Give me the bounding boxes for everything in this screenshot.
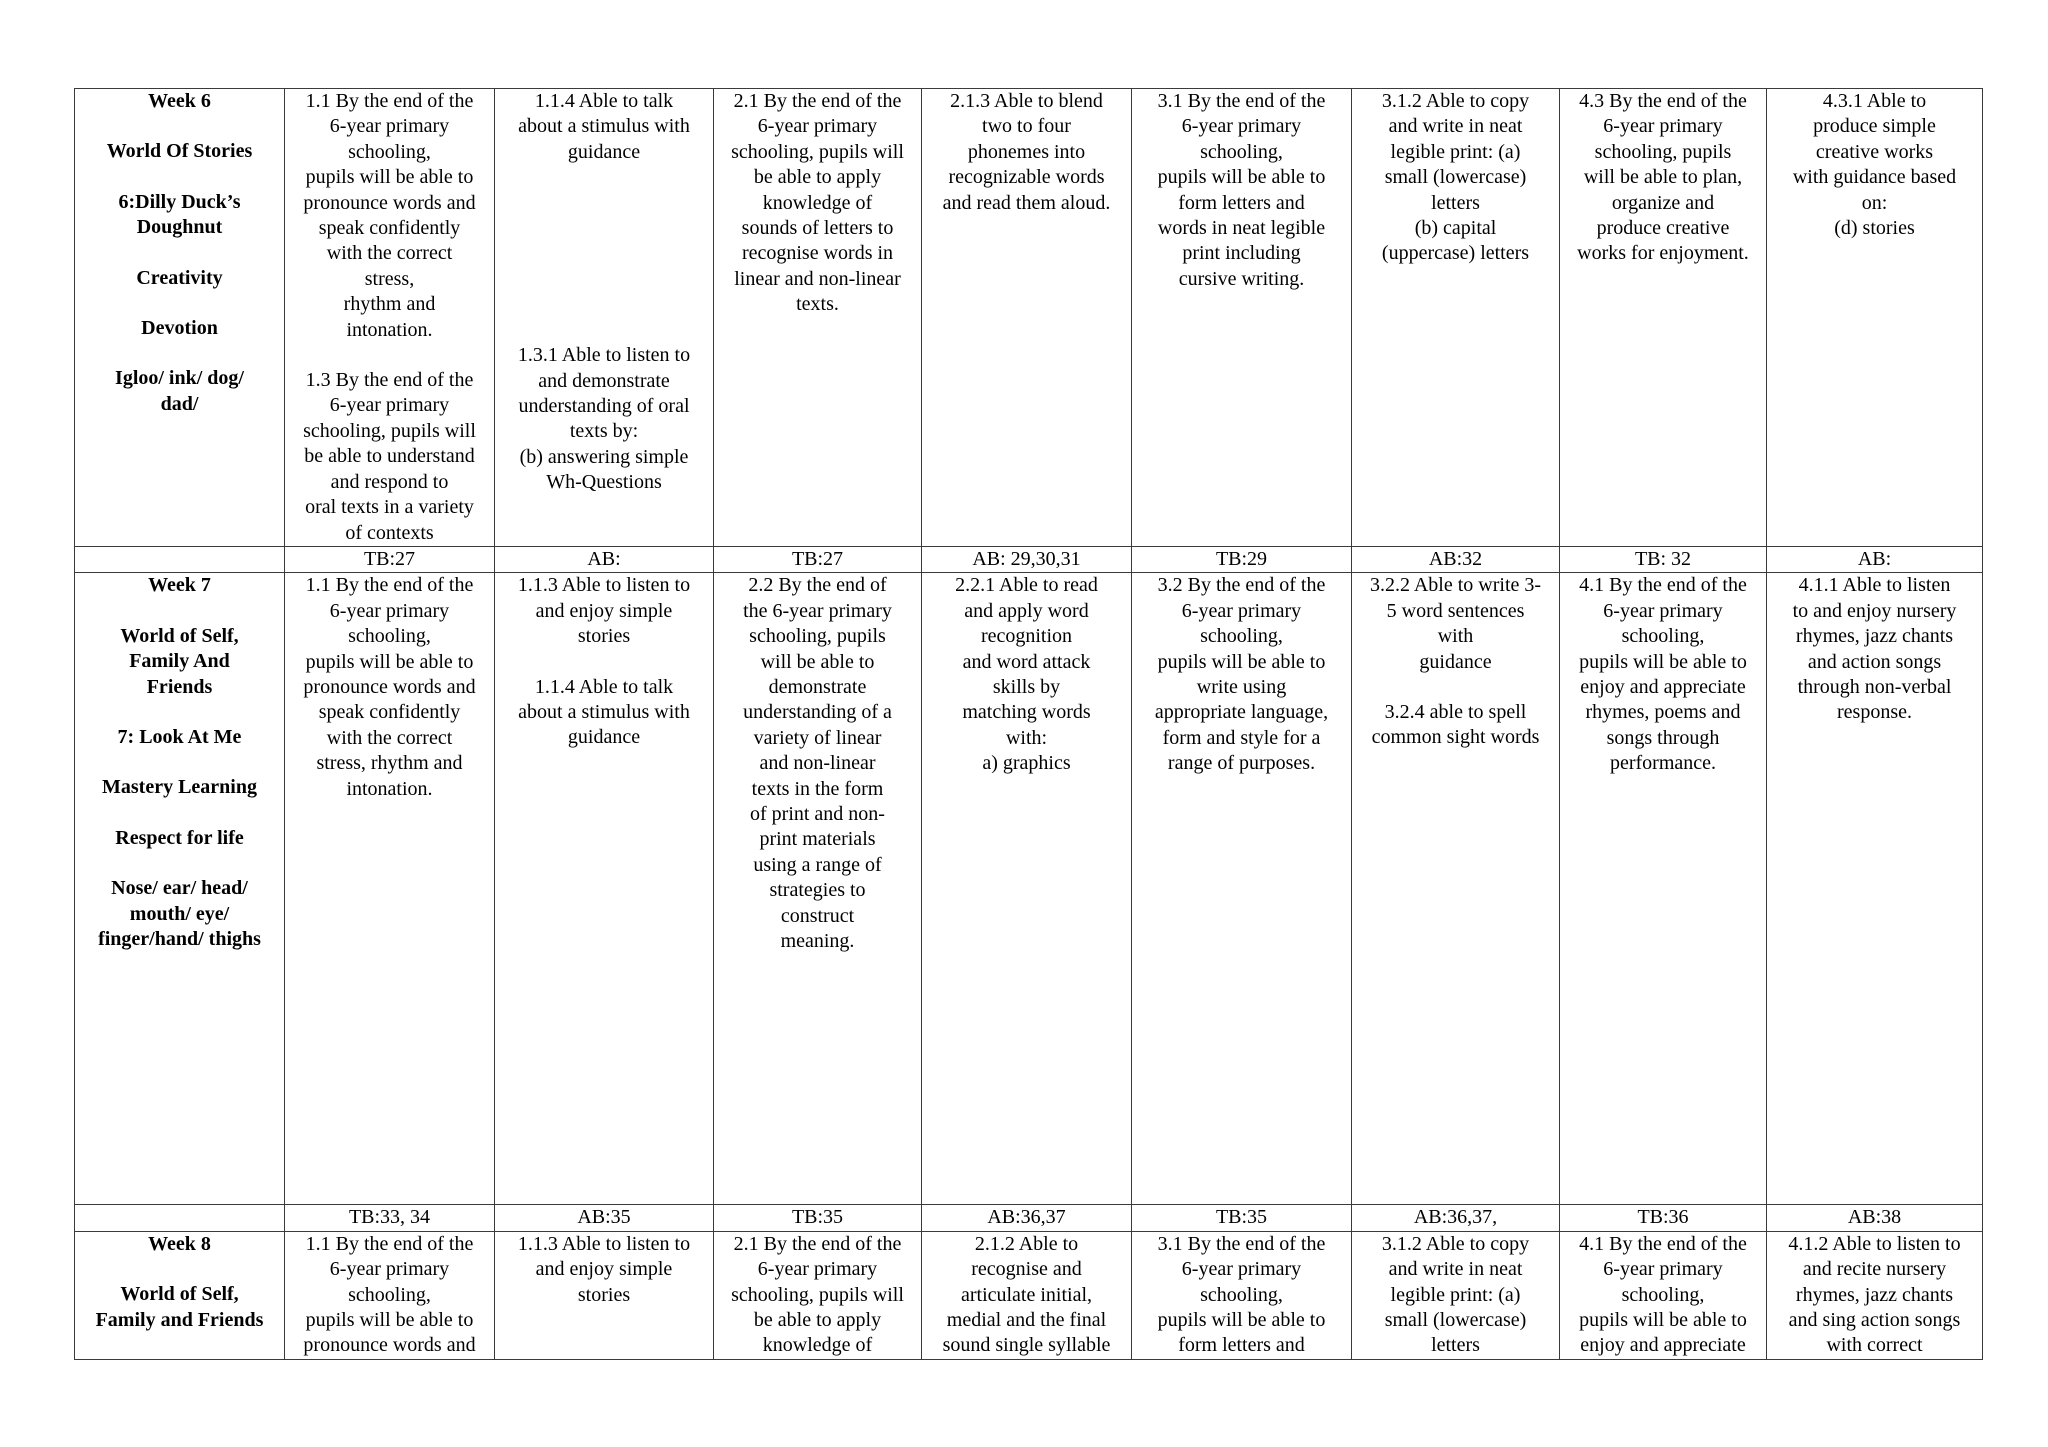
week-header-cell bbox=[75, 89, 285, 547]
week-header-cell bbox=[75, 573, 285, 1205]
standard-cell bbox=[1352, 1231, 1560, 1359]
standard-cell bbox=[495, 573, 714, 1205]
week-title: Week 8 bbox=[148, 1232, 211, 1255]
week-info-line: Creativity bbox=[136, 266, 223, 289]
week-info-line: Nose/ ear/ head/ mouth/ eye/ finger/hand/ thighs bbox=[98, 877, 261, 950]
week-info-line: World Of Stories bbox=[106, 140, 253, 163]
standard-text: 1.3 By the end of the 6-year primary schooling, pupils will be able to understand and respond to oral texts in a variety of contexts bbox=[303, 369, 476, 544]
standard-cell bbox=[1560, 89, 1767, 547]
standard-cell bbox=[1352, 573, 1560, 1205]
standard-cell bbox=[1132, 573, 1352, 1205]
standard-text: 1.1 By the end of the 6-year primary schooling, pupils will be able to pronounce words and speak confidently with the correct stress, rhythm and intonation. bbox=[303, 574, 476, 800]
reference-row bbox=[75, 1205, 1983, 1231]
standard-cell bbox=[1767, 573, 1983, 1205]
week-info-line: Mastery Learning bbox=[102, 776, 257, 799]
standard-text: 3.1 By the end of the 6-year primary schooling, pupils will be able to form letters and bbox=[1157, 1232, 1326, 1357]
week-info-line: 6:Dilly Duck’s Doughnut bbox=[118, 190, 241, 239]
standard-cell bbox=[1560, 573, 1767, 1205]
page-reference: AB:32 bbox=[1352, 546, 1560, 572]
reference-row bbox=[75, 546, 1983, 572]
standard-cell bbox=[922, 89, 1132, 547]
standard-text: 3.2.2 Able to write 3- 5 word sentences with guidance bbox=[1369, 574, 1542, 673]
week-header-cell bbox=[75, 1231, 285, 1359]
standard-cell bbox=[1560, 1231, 1767, 1359]
page-reference: AB: bbox=[1767, 546, 1983, 572]
standard-text: 2.1.3 Able to blend two to four phonemes into recognizable words and read them aloud. bbox=[942, 90, 1111, 214]
page-reference: TB: 32 bbox=[1560, 546, 1767, 572]
standard-text: 3.1 By the end of the 6-year primary schooling, pupils will be able to form letters and words in neat legible print including cursive writing. bbox=[1157, 90, 1326, 290]
standard-text: 3.1.2 Able to copy and write in neat legible print: (a) small (lowercase) letters (b) capital (uppercase) letters bbox=[1381, 90, 1530, 265]
standard-cell bbox=[922, 573, 1132, 1205]
page-reference: AB: bbox=[495, 546, 714, 572]
week-title: Week 7 bbox=[148, 574, 211, 597]
standard-cell bbox=[1767, 89, 1983, 547]
week-title: Week 6 bbox=[148, 90, 211, 112]
page-reference: TB:27 bbox=[285, 546, 495, 572]
standard-cell bbox=[714, 573, 922, 1205]
standard-cell bbox=[285, 573, 495, 1205]
standard-text: 1.1.3 Able to listen to and enjoy simple stories bbox=[517, 1232, 691, 1306]
page-reference: TB:33, 34 bbox=[285, 1205, 495, 1231]
week-info-line: World of Self, Family And Friends bbox=[120, 624, 239, 698]
standard-text: 1.1.4 Able to talk about a stimulus with guidance bbox=[518, 90, 690, 163]
standard-text: 4.1 By the end of the 6-year primary schooling, pupils will be able to enjoy and appreciate rhymes, poems and songs through performance. bbox=[1579, 574, 1747, 775]
week-row bbox=[75, 573, 1983, 1205]
standard-text: 3.2 By the end of the 6-year primary schooling, pupils will be able to write using appropriate language, form and style for a range of purposes. bbox=[1154, 574, 1329, 775]
week-info-line: Devotion bbox=[141, 317, 218, 340]
week-info-line: 7: Look At Me bbox=[117, 725, 242, 748]
standard-cell bbox=[1132, 1231, 1352, 1359]
standard-text: 2.1 By the end of the 6-year primary schooling, pupils will be able to apply knowledge of sounds of letters to recognise words in linear and non-linear texts. bbox=[731, 90, 904, 316]
week-row bbox=[75, 1231, 1983, 1359]
standard-cell bbox=[714, 1231, 922, 1359]
standard-text: 1.1.3 Able to listen to and enjoy simple stories bbox=[517, 574, 691, 648]
standard-text: 4.3.1 Able to produce simple creative works with guidance based on: (d) stories bbox=[1792, 90, 1957, 240]
standard-text: 1.3.1 Able to listen to and demonstrate understanding of oral texts by: (b) answering simple Wh-Questions bbox=[517, 344, 691, 494]
reference-spacer-cell bbox=[75, 1205, 285, 1231]
standard-text: 2.1.2 Able to recognise and articulate initial, medial and the final sound single syllable bbox=[942, 1232, 1111, 1357]
standard-text: 3.1.2 Able to copy and write in neat legible print: (a) small (lowercase) letters bbox=[1381, 1232, 1530, 1357]
page-reference: AB:36,37 bbox=[922, 1205, 1132, 1231]
page-reference: TB:27 bbox=[714, 546, 922, 572]
standard-cell bbox=[495, 89, 714, 547]
standard-cell bbox=[1767, 1231, 1983, 1359]
standard-cell bbox=[285, 1231, 495, 1359]
page-reference: AB:35 bbox=[495, 1205, 714, 1231]
standard-cell bbox=[495, 1231, 714, 1359]
lesson-plan-table bbox=[74, 88, 1983, 1360]
page-reference: TB:29 bbox=[1132, 546, 1352, 572]
standard-text: 4.1.1 Able to listen to and enjoy nursery rhymes, jazz chants and action songs through non-verbal response. bbox=[1792, 574, 1957, 724]
week-row bbox=[75, 89, 1983, 547]
standard-text: 4.1.2 Able to listen to and recite nursery rhymes, jazz chants and sing action songs with correct bbox=[1788, 1232, 1961, 1357]
standard-text: 1.1 By the end of the 6-year primary schooling, pupils will be able to pronounce words and speak confidently with the correct stress, rhythm and intonation. bbox=[303, 90, 476, 341]
standard-text: 2.1 By the end of the 6-year primary schooling, pupils will be able to apply knowledge of bbox=[731, 1232, 904, 1357]
standard-cell bbox=[285, 89, 495, 547]
standard-text: 2.2.1 Able to read and apply word recognition and word attack skills by matching words with: a) graphics bbox=[955, 574, 1098, 775]
week-info-line: World of Self, Family and Friends bbox=[95, 1283, 264, 1331]
page-reference: TB:35 bbox=[1132, 1205, 1352, 1231]
page-reference: TB:36 bbox=[1560, 1205, 1767, 1231]
page-reference: AB:36,37, bbox=[1352, 1205, 1560, 1231]
week-info-line: Respect for life bbox=[115, 826, 244, 849]
page-reference: AB: 29,30,31 bbox=[922, 546, 1132, 572]
standard-cell bbox=[714, 89, 922, 547]
standard-text: 3.2.4 able to spell common sight words bbox=[1371, 700, 1540, 749]
page-reference: AB:38 bbox=[1767, 1205, 1983, 1231]
standard-text: 1.1.4 Able to talk about a stimulus with guidance bbox=[518, 675, 690, 749]
standard-text: 4.1 By the end of the 6-year primary schooling, pupils will be able to enjoy and appreciate bbox=[1579, 1232, 1747, 1357]
standard-cell bbox=[1352, 89, 1560, 547]
standard-text: 2.2 By the end of the 6-year primary schooling, pupils will be able to demonstrate understanding of a variety of linear and non-linear texts in the form of print and non- print materials using a range of strategies to construct meaning. bbox=[743, 574, 892, 952]
standard-text: 1.1 By the end of the 6-year primary schooling, pupils will be able to pronounce words and bbox=[303, 1232, 476, 1357]
standard-cell bbox=[922, 1231, 1132, 1359]
standard-text: 4.3 By the end of the 6-year primary schooling, pupils will be able to plan, organize and produce creative works for enjoyment. bbox=[1577, 90, 1749, 265]
week-info-line: Igloo/ ink/ dog/ dad/ bbox=[115, 367, 244, 415]
page-reference: TB:35 bbox=[714, 1205, 922, 1231]
reference-spacer-cell bbox=[75, 546, 285, 572]
standard-cell bbox=[1132, 89, 1352, 547]
